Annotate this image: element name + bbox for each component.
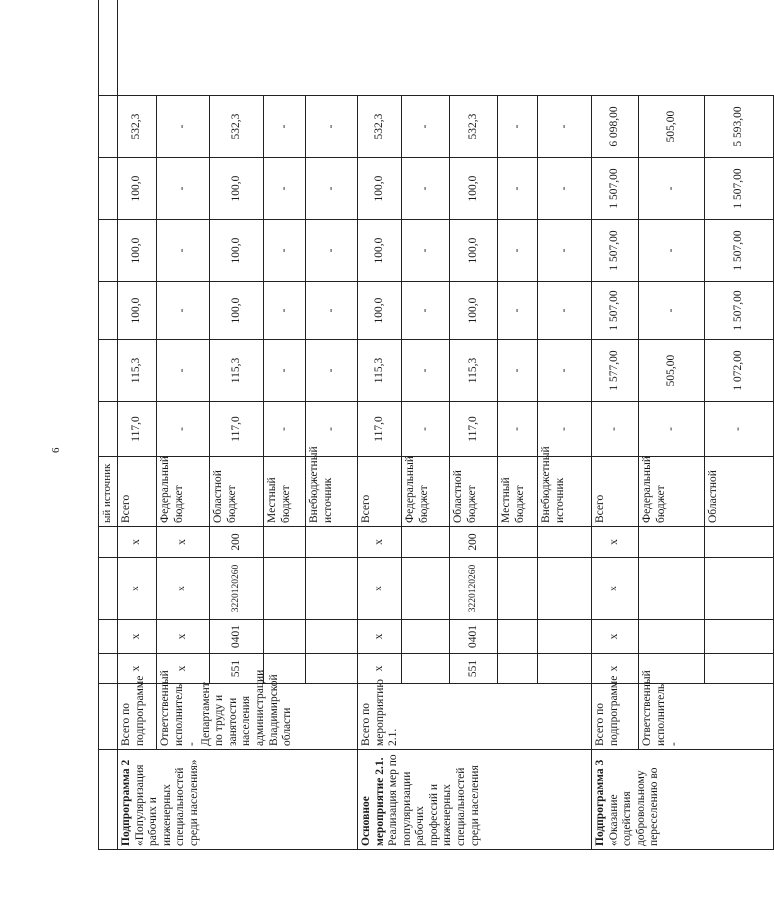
- section-code-cell: х: [592, 620, 639, 654]
- year-value-cell: -: [402, 220, 450, 282]
- year-value-cell: 115,3: [210, 340, 264, 402]
- table-row: [639, 0, 705, 850]
- year-value-cell: 100,0: [450, 158, 498, 220]
- target-article-cell: [498, 558, 538, 620]
- executor-cell: Всего по подпрограмме: [592, 684, 639, 750]
- year-value-cell: 100,0: [118, 220, 157, 282]
- year-value-cell: 1 507,00: [592, 282, 639, 340]
- target-article-cell: х: [592, 558, 639, 620]
- expense-type-cell: [402, 527, 450, 558]
- year-value-cell: -: [306, 402, 358, 457]
- year-value-cell: 100,0: [118, 158, 157, 220]
- executor-cell: Ответственный исполнитель - Департамент по труду и занятости населения администрации Владимирской области: [157, 684, 358, 750]
- program-description: Реализация мер по популяризации рабочих профессий и инженерных специальностей среди населения: [387, 754, 481, 846]
- target-article-cell: [639, 558, 705, 620]
- funding-source-cell: Местный бюджет: [498, 457, 538, 527]
- program-description: «Оказание содействия добровольному переселению во: [607, 767, 661, 846]
- program-heading: Основное мероприятие 2.1.: [360, 757, 386, 846]
- year-value-cell: 1 072,00: [705, 340, 774, 402]
- expense-type-cell: [639, 527, 705, 558]
- year-value-cell: -: [306, 282, 358, 340]
- grbs-cell: [402, 654, 450, 684]
- page-number: 6: [50, 447, 62, 453]
- section-code-cell: [538, 620, 592, 654]
- table-row: [157, 0, 210, 850]
- section-code-cell: х: [157, 620, 210, 654]
- year-value-cell: 100,0: [210, 282, 264, 340]
- total-cell: 532,3: [450, 96, 498, 158]
- expense-type-cell: х: [358, 527, 402, 558]
- target-article-cell: [538, 558, 592, 620]
- year-value-cell: -: [639, 402, 705, 457]
- funding-source-cell: Всего: [118, 457, 157, 527]
- table-row: [592, 0, 639, 850]
- year-value-cell: 1 507,00: [705, 158, 774, 220]
- budget-table: [98, 0, 774, 850]
- executor-cell: Всего по подпрограмме: [118, 684, 157, 750]
- total-cell: -: [402, 96, 450, 158]
- year-value-cell: -: [402, 158, 450, 220]
- year-value-cell: -: [498, 402, 538, 457]
- grbs-cell: 551: [210, 654, 264, 684]
- year-value-cell: -: [705, 402, 774, 457]
- continuation-text: ый источник: [99, 457, 118, 527]
- section-code-cell: 0401: [450, 620, 498, 654]
- total-cell: -: [498, 96, 538, 158]
- section-code-cell: х: [358, 620, 402, 654]
- year-value-cell: 1 507,00: [592, 158, 639, 220]
- total-cell: -: [306, 96, 358, 158]
- grbs-cell: [705, 654, 774, 684]
- year-value-cell: -: [639, 220, 705, 282]
- program-name-cell: [358, 750, 592, 850]
- year-value-cell: 1 507,00: [592, 220, 639, 282]
- year-value-cell: 100,0: [210, 220, 264, 282]
- target-article-cell: 3220120260: [210, 558, 264, 620]
- year-value-cell: -: [538, 340, 592, 402]
- funding-source-cell: Местный бюджет: [264, 457, 306, 527]
- total-cell: 532,3: [358, 96, 402, 158]
- year-value-cell: 100,0: [450, 220, 498, 282]
- target-article-cell: [306, 558, 358, 620]
- target-article-cell: [264, 558, 306, 620]
- year-value-cell: 115,3: [450, 340, 498, 402]
- expense-type-cell: [498, 527, 538, 558]
- target-article-cell: х: [118, 558, 157, 620]
- year-value-cell: -: [538, 402, 592, 457]
- total-cell: -: [264, 96, 306, 158]
- expense-type-cell: [705, 527, 774, 558]
- section-code-cell: х: [118, 620, 157, 654]
- funding-source-cell: Областной бюджет: [450, 457, 498, 527]
- program-description: «Популяризация рабочих и инженерных специальностей среди населения»: [133, 759, 200, 846]
- year-value-cell: 117,0: [210, 402, 264, 457]
- table-row: [358, 0, 402, 850]
- grbs-cell: [538, 654, 592, 684]
- total-cell: 532,3: [118, 96, 157, 158]
- year-value-cell: -: [157, 282, 210, 340]
- year-value-cell: -: [306, 220, 358, 282]
- year-value-cell: -: [306, 158, 358, 220]
- program-heading: Подпрограмма 3: [594, 759, 606, 846]
- executor-cell: Всего по мероприятию 2.1.: [358, 684, 592, 750]
- year-value-cell: -: [639, 282, 705, 340]
- year-value-cell: -: [592, 402, 639, 457]
- program-heading: Подпрограмма 2: [120, 759, 132, 846]
- expense-type-cell: [264, 527, 306, 558]
- total-cell: -: [538, 96, 592, 158]
- expense-type-cell: 200: [450, 527, 498, 558]
- year-value-cell: -: [264, 340, 306, 402]
- funding-source-cell: Всего: [358, 457, 402, 527]
- year-value-cell: -: [498, 340, 538, 402]
- year-value-cell: 100,0: [358, 158, 402, 220]
- total-cell: -: [157, 96, 210, 158]
- year-value-cell: 1 507,00: [705, 220, 774, 282]
- section-code-cell: [264, 620, 306, 654]
- table-row: [118, 0, 157, 850]
- target-article-cell: [705, 558, 774, 620]
- total-cell: 532,3: [210, 96, 264, 158]
- year-value-cell: -: [264, 220, 306, 282]
- year-value-cell: -: [264, 158, 306, 220]
- grbs-cell: х: [157, 654, 210, 684]
- budget-table-rotated: [98, 38, 745, 850]
- section-code-cell: [705, 620, 774, 654]
- target-article-cell: х: [358, 558, 402, 620]
- target-article-cell: [402, 558, 450, 620]
- year-value-cell: -: [264, 402, 306, 457]
- funding-source-cell: Внебюджетный источник: [306, 457, 358, 527]
- funding-source-cell: Федеральный бюджет: [402, 457, 450, 527]
- year-value-cell: -: [498, 282, 538, 340]
- executor-cell: Ответственный исполнитель -: [639, 684, 774, 750]
- expense-type-cell: [306, 527, 358, 558]
- year-value-cell: -: [402, 282, 450, 340]
- program-name-cell: [592, 750, 774, 850]
- funding-source-cell: Федеральный бюджет: [157, 457, 210, 527]
- expense-type-cell: х: [592, 527, 639, 558]
- year-value-cell: 117,0: [118, 402, 157, 457]
- year-value-cell: 1 577,00: [592, 340, 639, 402]
- year-value-cell: 115,3: [118, 340, 157, 402]
- total-cell: 6 098,00: [592, 96, 639, 158]
- year-value-cell: -: [157, 340, 210, 402]
- year-value-cell: 115,3: [358, 340, 402, 402]
- grbs-cell: 551: [450, 654, 498, 684]
- program-name-cell: [118, 750, 358, 850]
- year-value-cell: -: [402, 402, 450, 457]
- section-code-cell: [402, 620, 450, 654]
- year-value-cell: -: [402, 340, 450, 402]
- year-value-cell: -: [538, 220, 592, 282]
- section-code-cell: [639, 620, 705, 654]
- total-cell: 505,00: [639, 96, 705, 158]
- target-article-cell: х: [157, 558, 210, 620]
- year-value-cell: 100,0: [450, 282, 498, 340]
- expense-type-cell: 200: [210, 527, 264, 558]
- grbs-cell: х: [358, 654, 402, 684]
- year-value-cell: -: [498, 220, 538, 282]
- total-cell: 5 593,00: [705, 96, 774, 158]
- funding-source-cell: Федеральный бюджет: [639, 457, 705, 527]
- year-value-cell: -: [157, 220, 210, 282]
- year-value-cell: -: [498, 158, 538, 220]
- year-value-cell: 100,0: [358, 282, 402, 340]
- funding-source-cell: Внебюджетный источник: [538, 457, 592, 527]
- expense-type-cell: х: [118, 527, 157, 558]
- grbs-cell: [498, 654, 538, 684]
- year-value-cell: -: [538, 282, 592, 340]
- expense-type-cell: [538, 527, 592, 558]
- year-value-cell: -: [306, 340, 358, 402]
- year-value-cell: -: [264, 282, 306, 340]
- section-code-cell: [306, 620, 358, 654]
- section-code-cell: 0401: [210, 620, 264, 654]
- year-value-cell: -: [157, 402, 210, 457]
- year-value-cell: 100,0: [210, 158, 264, 220]
- target-article-cell: 3220120260: [450, 558, 498, 620]
- year-value-cell: -: [639, 158, 705, 220]
- year-value-cell: -: [157, 158, 210, 220]
- grbs-cell: х: [118, 654, 157, 684]
- year-value-cell: 117,0: [358, 402, 402, 457]
- section-code-cell: [498, 620, 538, 654]
- year-value-cell: 117,0: [450, 402, 498, 457]
- year-value-cell: 1 507,00: [705, 282, 774, 340]
- year-value-cell: -: [538, 158, 592, 220]
- expense-type-cell: х: [157, 527, 210, 558]
- year-value-cell: 100,0: [358, 220, 402, 282]
- grbs-cell: [306, 654, 358, 684]
- year-value-cell: 100,0: [118, 282, 157, 340]
- continuation-row: [99, 0, 118, 850]
- funding-source-cell: Областной бюджет: [210, 457, 264, 527]
- year-value-cell: 505,00: [639, 340, 705, 402]
- grbs-cell: х: [592, 654, 639, 684]
- funding-source-cell: Всего: [592, 457, 639, 527]
- funding-source-cell: Областной: [705, 457, 774, 527]
